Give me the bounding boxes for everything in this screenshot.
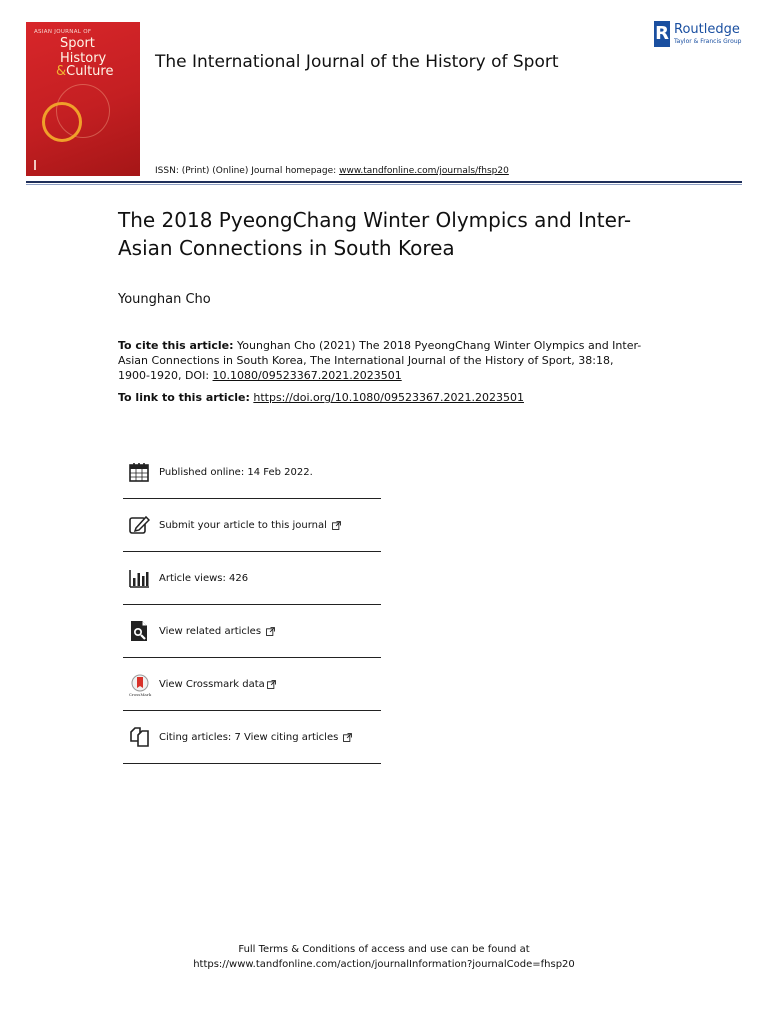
issn-line	[155, 166, 509, 176]
article-views	[123, 552, 381, 605]
submit-article-link[interactable]	[123, 499, 381, 552]
crossmark-text: View Crossmark data	[159, 678, 265, 690]
cover-ampersand: &	[56, 64, 67, 79]
external-link-icon	[267, 680, 276, 689]
cite-label: To cite this article:	[118, 339, 234, 352]
copy-documents-icon	[128, 726, 150, 748]
cover-publisher-mark	[34, 160, 52, 170]
cover-title-line1: Sport	[60, 36, 95, 51]
article-author: Younghan Cho	[118, 292, 211, 307]
crossmark-link[interactable]	[123, 658, 381, 711]
article-doi-link[interactable]: https://doi.org/10.1080/09523367.2021.2023501	[253, 391, 524, 404]
issn-label: ISSN: (Print) (Online) Journal homepage:	[155, 166, 337, 176]
external-link-icon	[343, 733, 352, 742]
bar-chart-icon	[128, 567, 150, 589]
cover-title-line2: History	[60, 51, 107, 66]
crossmark-icon	[128, 673, 150, 695]
article-views-text: Article views: 426	[159, 572, 249, 584]
article-title: The 2018 PyeongChang Winter Olympics and Inter-Asian Connections in South Korea	[118, 208, 632, 260]
external-link-icon	[266, 627, 275, 636]
routledge-r-icon: R	[654, 21, 670, 47]
cover-ring-graphic	[42, 102, 82, 142]
cover-title-line3	[56, 65, 113, 78]
published-online-text: Published online: 14 Feb 2022.	[159, 466, 313, 478]
publisher-name: Routledge	[674, 22, 740, 37]
cover-pre-title: ASIAN JOURNAL OF	[34, 29, 92, 35]
citation-block	[118, 338, 648, 383]
cite-text: Younghan Cho (2021) The 2018 PyeongChang Winter Olympics and Inter-Asian Connections in South Korea, The International Journal of the History of Sport, 38:18, 1900-1920, DOI:	[118, 339, 642, 382]
footer-line1: Full Terms & Conditions of access and use can be found at	[238, 944, 530, 955]
related-articles-link[interactable]	[123, 605, 381, 658]
published-online	[123, 446, 381, 499]
journal-title: The International Journal of the History of Sport	[155, 52, 559, 72]
article-meta-list	[123, 446, 381, 764]
article-link-block	[118, 391, 524, 404]
document-search-icon	[128, 620, 150, 642]
citing-articles-link[interactable]	[123, 711, 381, 764]
header-divider-light	[26, 184, 742, 185]
crossmark-icon-text: CrossMark	[128, 692, 152, 697]
journal-homepage-link[interactable]: www.tandfonline.com/journals/fhsp20	[339, 166, 509, 176]
external-link-icon	[332, 521, 341, 530]
link-label: To link to this article:	[118, 391, 250, 404]
edit-icon	[128, 514, 150, 536]
cover-title-line3-text: Culture	[66, 64, 114, 79]
publisher-logo	[654, 21, 754, 51]
cite-doi-link[interactable]: 10.1080/09523367.2021.2023501	[212, 369, 402, 382]
footer-terms	[0, 942, 768, 972]
calendar-icon	[128, 461, 150, 483]
footer-terms-link[interactable]: https://www.tandfonline.com/action/journalInformation?journalCode=fhsp20	[193, 959, 575, 970]
citing-articles-text: Citing articles: 7 View citing articles	[159, 731, 339, 743]
submit-article-text: Submit your article to this journal	[159, 519, 327, 531]
publisher-sub: Taylor & Francis Group	[674, 38, 742, 45]
related-articles-text: View related articles	[159, 625, 262, 637]
header-divider	[26, 181, 742, 183]
journal-cover	[26, 22, 140, 176]
